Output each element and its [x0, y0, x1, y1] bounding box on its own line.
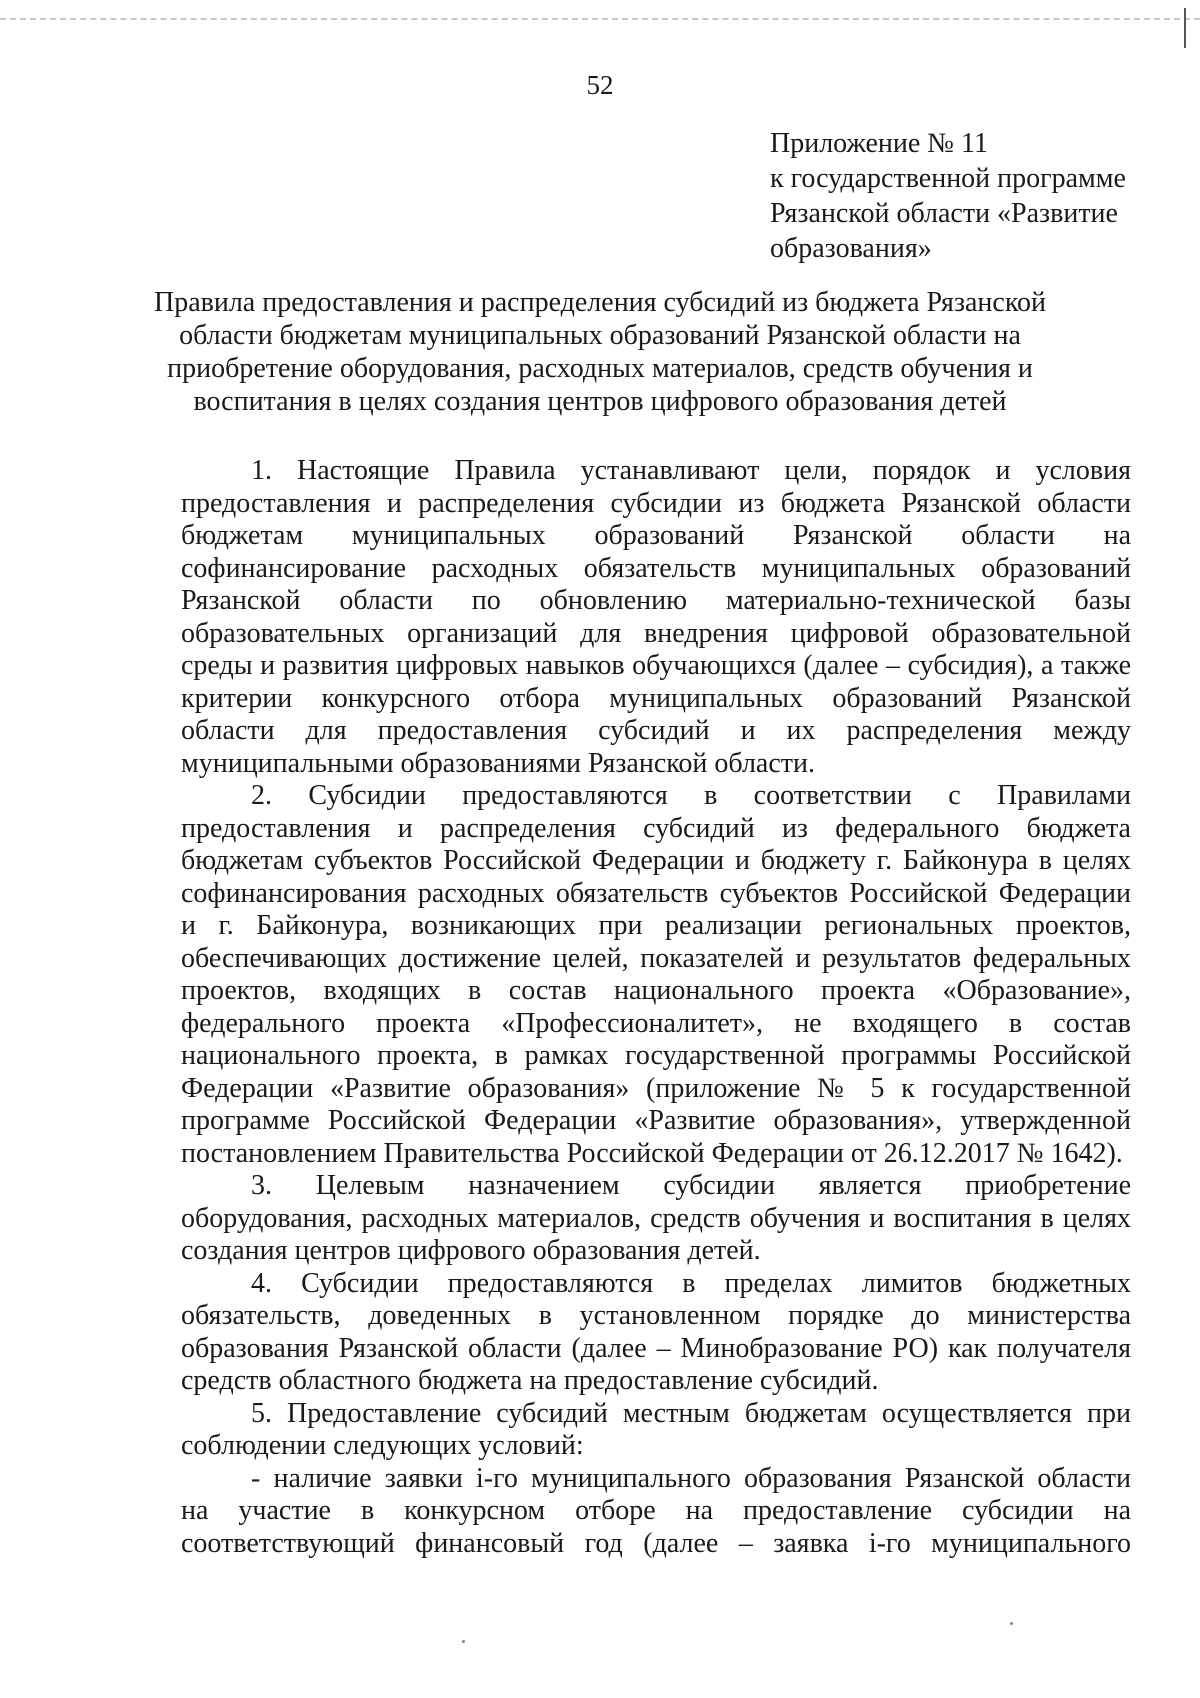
body-line: соблюдении следующих условий: [181, 1430, 584, 1461]
document-title [150, 286, 1050, 418]
title-line: воспитания в целях создания центров цифрового образования детей [193, 386, 1007, 417]
scan-artifact-right-edge [1184, 8, 1186, 48]
appendix-line: Приложение № 11 [770, 128, 988, 159]
body-line: федерального проекта «Профессионалитет», не входящего в состав [181, 1007, 1131, 1039]
body-line: критерии конкурсного отбора муниципальных образований Рязанской [181, 682, 1131, 714]
document-body [181, 455, 1131, 1560]
body-line: оборудования, расходных материалов, средств обучения и воспитания в целях [181, 1202, 1131, 1234]
body-line: и г. Байконура, возникающих при реализации региональных проектов, [181, 910, 1131, 941]
title-line: Правила предоставления и распределения субсидий из бюджета Рязанской [153, 287, 1047, 318]
scan-artifact-top-edge [0, 18, 1200, 24]
scan-speck [462, 1640, 465, 1643]
body-line: 4. Субсидии предоставляются в пределах лимитов бюджетных [251, 1267, 1131, 1299]
title-line: приобретение оборудования, расходных материалов, средств обучения и [167, 353, 1033, 384]
body-line: создания центров цифрового образования детей. [181, 1235, 761, 1266]
appendix-line: Рязанской области «Развитие [770, 198, 1118, 229]
body-line: муниципальными образованиями Рязанской области. [181, 747, 816, 779]
body-line: обязательств, доведенных в установленном порядке до министерства [181, 1300, 1131, 1331]
body-line: национального проекта, в рамках государственной программы Российской [181, 1040, 1131, 1071]
appendix-line: образования» [770, 233, 932, 264]
page-number: 52 [586, 70, 614, 100]
body-line: 1. Настоящие Правила устанавливают цели, порядок и условия [251, 455, 1131, 486]
body-line: 2. Субсидии предоставляются в соответствии с Правилами [251, 780, 1131, 811]
title-line: области бюджетам муниципальных образований Рязанской области на [179, 320, 1021, 351]
body-line: средств областного бюджета на предоставление субсидий. [181, 1365, 879, 1396]
body-line: на участие в конкурсном отборе на предоставление субсидии на [181, 1495, 1131, 1526]
body-line: области для предоставления субсидий и их распределения между [181, 715, 1131, 746]
body-line: Федерации «Развитие образования» (приложение № 5 к государственной [181, 1072, 1131, 1104]
body-line: образования Рязанской области (далее – Минобразование РО) как получателя [181, 1332, 1131, 1364]
body-line: софинансирование расходных обязательств муниципальных образований [181, 552, 1131, 584]
body-line: 3. Целевым назначением субсидии является приобретение [251, 1170, 1131, 1201]
body-line: Рязанской области по обновлению материально-технической базы [181, 585, 1131, 616]
body-line: бюджетам субъектов Российской Федерации и бюджету г. Байконура в целях [181, 845, 1131, 876]
body-line: среды и развития цифровых навыков обучающихся (далее – субсидия), а также [181, 650, 1131, 681]
body-line: постановлением Правительства Российской Федерации от 26.12.2017 № 1642). [181, 1137, 1123, 1169]
body-line: проектов, входящих в состав национального проекта «Образование», [181, 975, 1131, 1006]
scan-speck [1010, 1622, 1013, 1625]
body-line: 5. Предоставление субсидий местным бюджетам осуществляется при [251, 1397, 1131, 1429]
body-line: предоставления и распределения субсидии из бюджета Рязанской области [181, 487, 1131, 519]
body-line: бюджетам муниципальных образований Рязанской области на [181, 520, 1131, 551]
body-line: софинансирования расходных обязательств субъектов Российской Федерации [181, 877, 1131, 909]
body-line: образовательных организаций для внедрения цифровой образовательной [181, 617, 1131, 649]
body-line: обеспечивающих достижение целей, показателей и результатов федеральных [181, 942, 1131, 974]
appendix-line: к государственной программе [770, 163, 1126, 194]
appendix-header [770, 126, 1190, 266]
body-line: предоставления и распределения субсидий из федерального бюджета [181, 812, 1131, 844]
body-line: соответствующий финансовый год (далее – заявка i-го муниципального [181, 1527, 1131, 1559]
body-line: - наличие заявки i-го муниципального образования Рязанской области [251, 1462, 1131, 1494]
body-line: программе Российской Федерации «Развитие образования», утвержденной [181, 1105, 1131, 1136]
